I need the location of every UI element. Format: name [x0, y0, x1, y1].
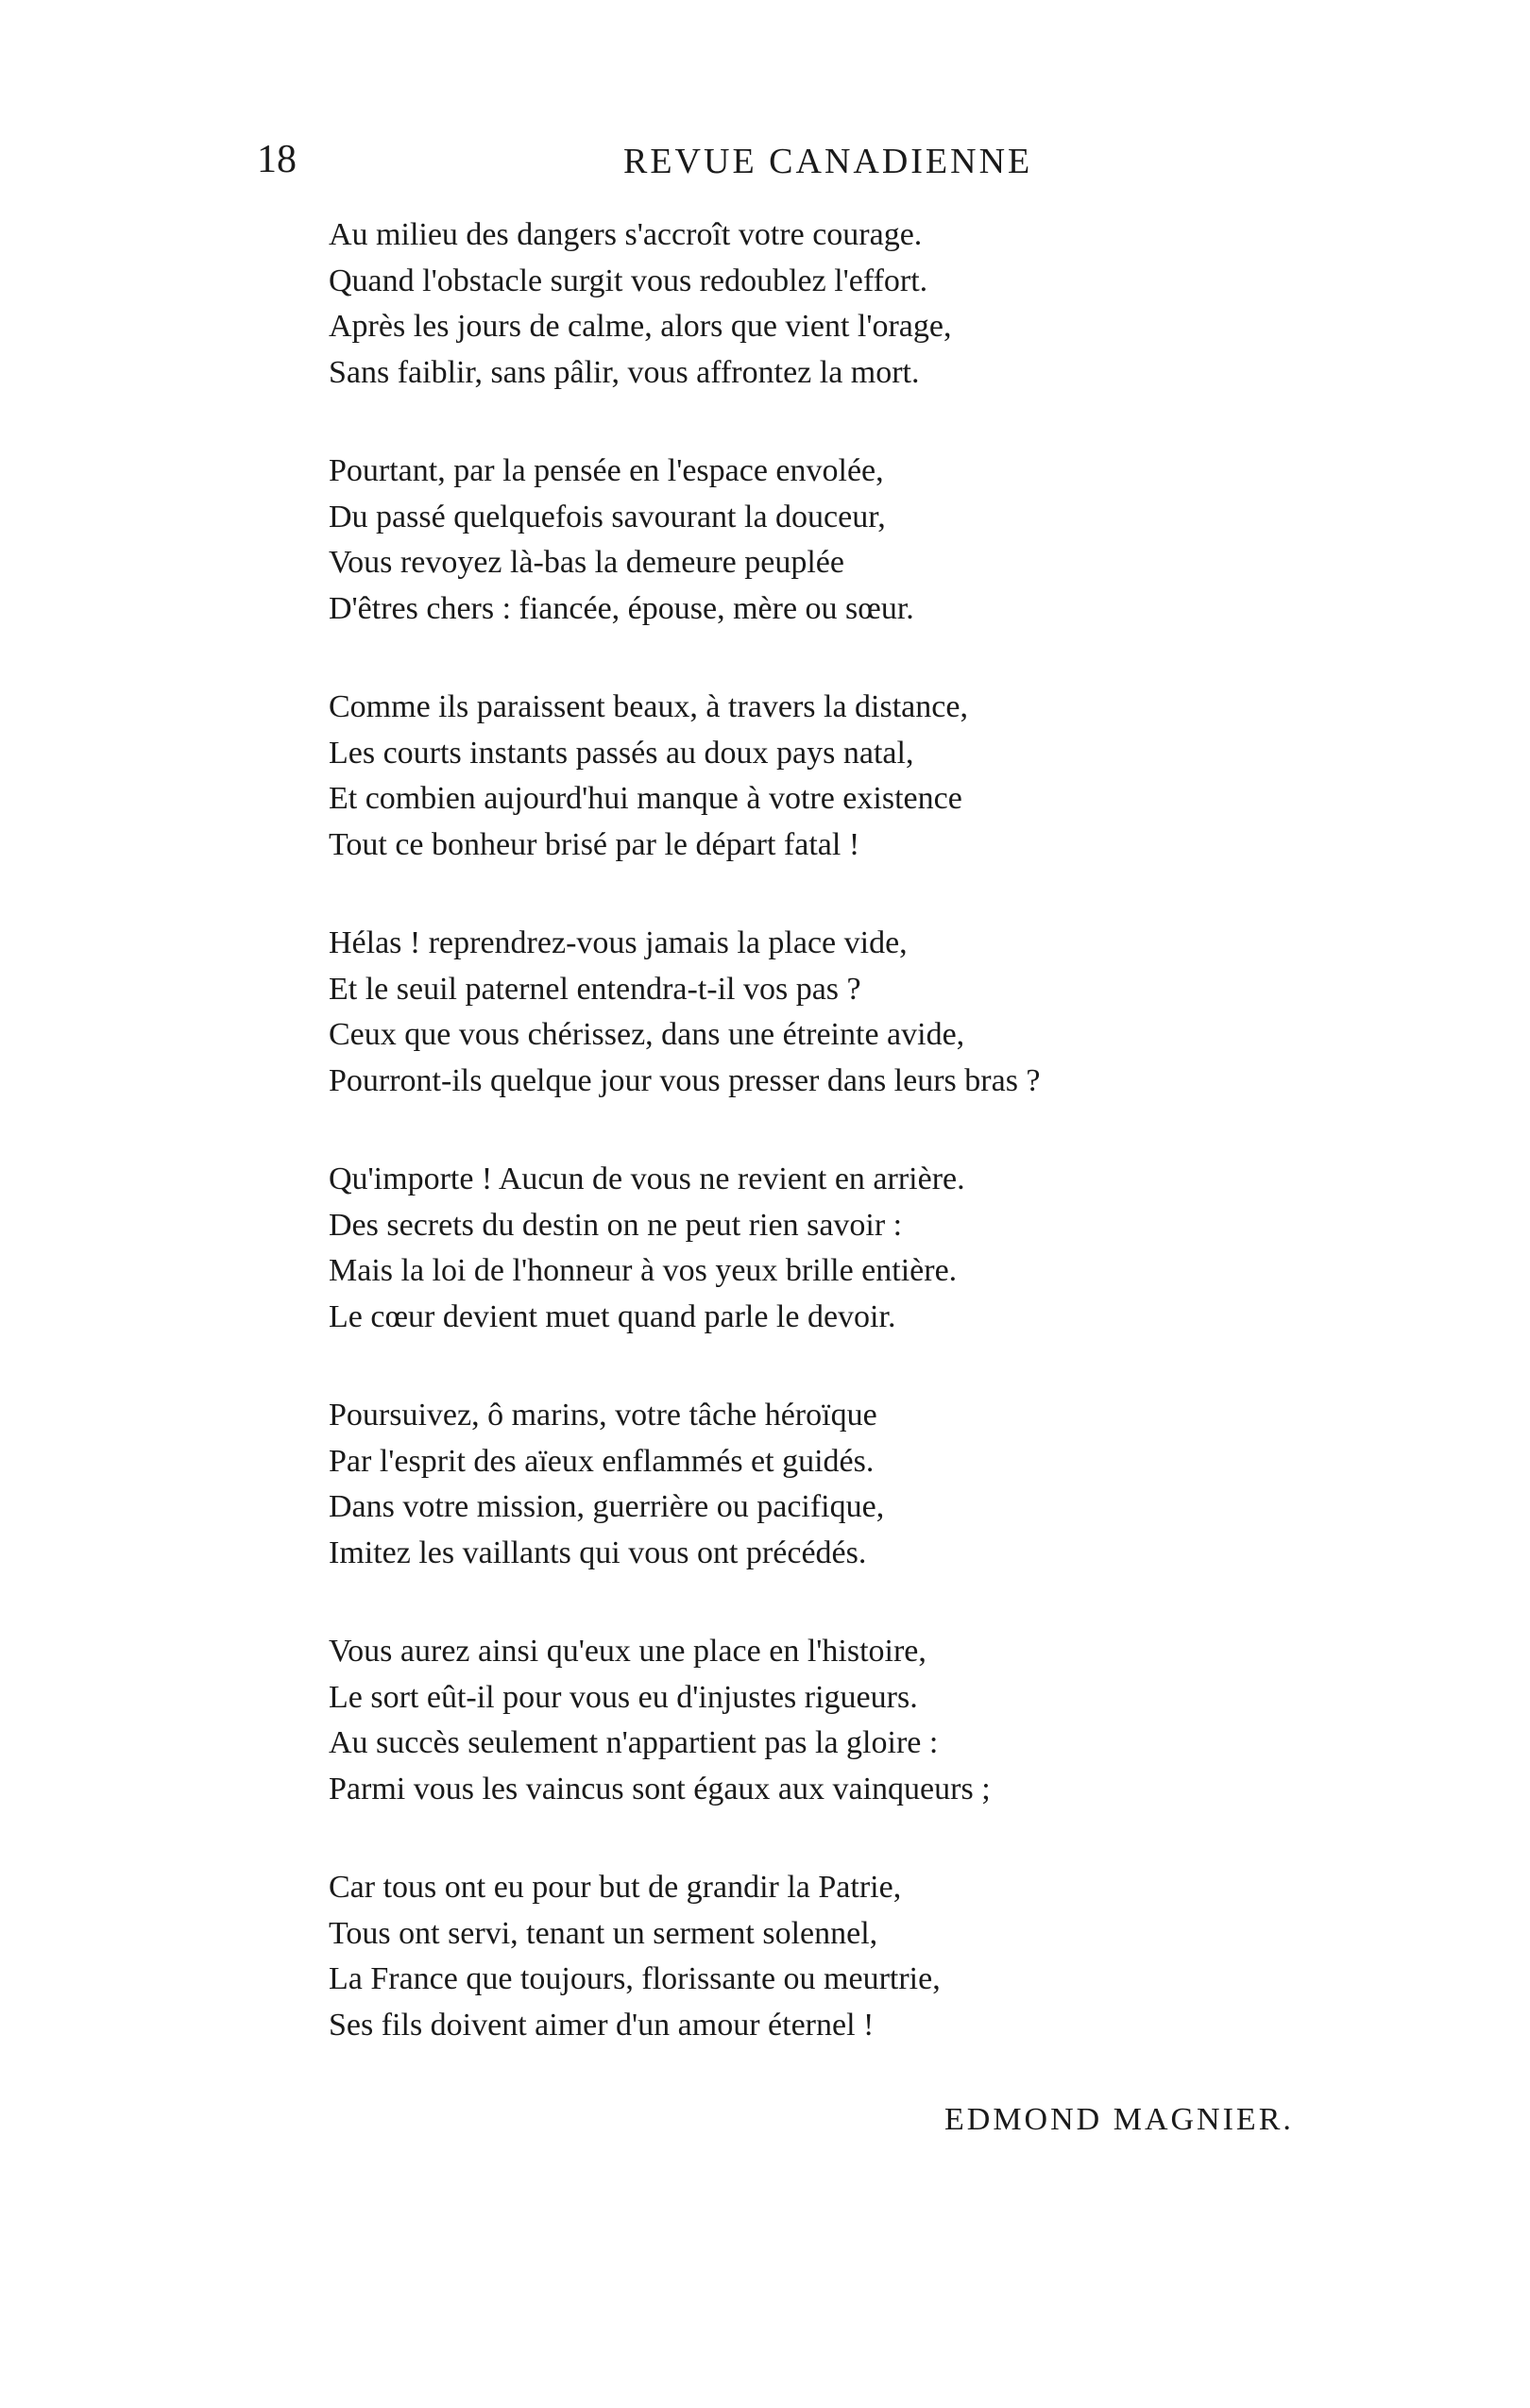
- poem-line: Comme ils paraissent beaux, à travers la distance,: [329, 689, 968, 724]
- stanza: [329, 1629, 1273, 1812]
- stanza: [329, 1157, 1273, 1340]
- poem-line: Car tous ont eu pour but de grandir la Patrie,: [329, 1870, 902, 1905]
- poem-line: Au milieu des dangers s'accroît votre courage.: [329, 217, 923, 252]
- poem-line: Imitez les vaillants qui vous ont précédés.: [329, 1535, 867, 1570]
- poem-line: Pourtant, par la pensée en l'espace envolée,: [329, 453, 884, 488]
- poem-line: Hélas ! reprendrez-vous jamais la place vide,: [329, 925, 908, 960]
- poem-line: Par l'esprit des aïeux enflammés et guidés.: [329, 1443, 875, 1479]
- running-title: REVUE CANADIENNE: [623, 142, 1033, 181]
- poem-line: Qu'importe ! Aucun de vous ne revient en arrière.: [329, 1162, 965, 1196]
- stanza: [329, 212, 1273, 396]
- poem-line: Ses fils doivent aimer d'un amour éternel !: [329, 2007, 875, 2043]
- poem-line: Dans votre mission, guerrière ou pacifique,: [329, 1489, 885, 1524]
- stanza: [329, 1393, 1273, 1576]
- poem-line: Pourront-ils quelque jour vous presser dans leurs bras ?: [329, 1062, 1041, 1098]
- poem-line: Parmi vous les vaincus sont égaux aux vainqueurs ;: [329, 1771, 991, 1806]
- stanza: [329, 449, 1273, 632]
- stanza: [329, 685, 1273, 868]
- poem-line: Ceux que vous chérissez, dans une étreinte avide,: [329, 1017, 965, 1052]
- poem-line: Et le seuil paternel entendra-t-il vos pas ?: [329, 971, 861, 1007]
- author-signature: EDMOND MAGNIER.: [944, 2102, 1294, 2137]
- poem-line: Tout ce bonheur brisé par le départ fatal !: [329, 826, 860, 862]
- poem-line: Sans faiblir, sans pâlir, vous affrontez la mort.: [329, 354, 920, 390]
- poem-line: Mais la loi de l'honneur à vos yeux brille entière.: [329, 1253, 958, 1288]
- poem-line: Quand l'obstacle surgit vous redoublez l'effort.: [329, 263, 928, 298]
- poem-line: Du passé quelquefois savourant la douceur,: [329, 499, 886, 534]
- poem-line: Les courts instants passés au doux pays natal,: [329, 735, 914, 771]
- poem-line: D'êtres chers : fiancée, épouse, mère ou sœur.: [329, 590, 914, 626]
- poem-line: Le sort eût-il pour vous eu d'injustes rigueurs.: [329, 1679, 918, 1715]
- poem-line: Tous ont servi, tenant un serment solennel,: [329, 1915, 878, 1951]
- poem-line: Au succès seulement n'appartient pas la gloire :: [329, 1725, 939, 1760]
- poem-line: La France que toujours, florissante ou meurtrie,: [329, 1961, 941, 1996]
- poem-line: Le cœur devient muet quand parle le devoir.: [329, 1298, 896, 1334]
- poem-line: Et combien aujourd'hui manque à votre existence: [329, 781, 962, 816]
- page-number: 18: [257, 138, 297, 181]
- poem-line: Vous aurez ainsi qu'eux une place en l'histoire,: [329, 1634, 926, 1669]
- poem: [329, 212, 1273, 2048]
- poem-line: Vous revoyez là-bas la demeure peuplée: [329, 545, 844, 580]
- poem-line: Après les jours de calme, alors que vient l'orage,: [329, 309, 952, 344]
- poem-line: Poursuivez, ô marins, votre tâche héroïque: [329, 1398, 877, 1433]
- poem-line: Des secrets du destin on ne peut rien savoir :: [329, 1207, 903, 1243]
- stanza: [329, 921, 1273, 1104]
- stanza: [329, 1865, 1273, 2048]
